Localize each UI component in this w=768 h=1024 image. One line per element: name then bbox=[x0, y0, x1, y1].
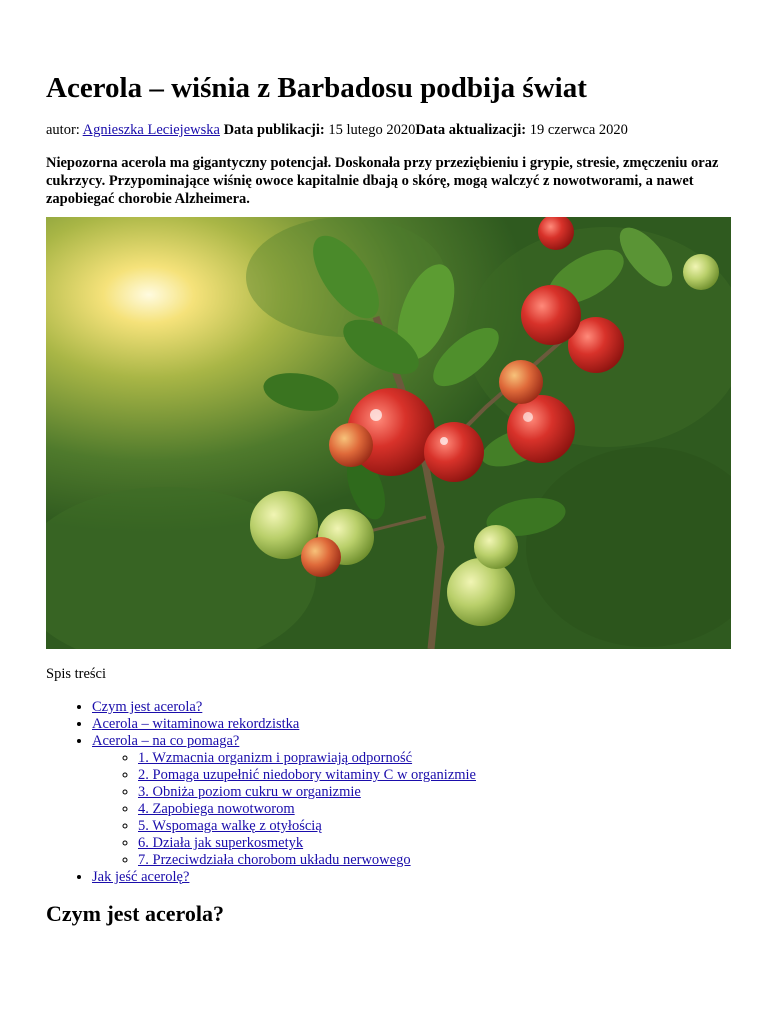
toc-sublink-1[interactable]: 1. Wzmacnia organizm i poprawiają odporność bbox=[138, 750, 413, 766]
toc-link-na-co-pomaga[interactable]: Acerola – na co pomaga? bbox=[92, 733, 240, 749]
toc-sublink-3[interactable]: 3. Obniża poziom cukru w organizmie bbox=[138, 784, 361, 800]
toc-subitem bbox=[138, 818, 722, 835]
toc-item bbox=[92, 869, 722, 886]
published-date: 15 lutego 2020 bbox=[324, 122, 416, 138]
toc-subitem bbox=[138, 801, 722, 818]
toc-sublink-2[interactable]: 2. Pomaga uzupełnić niedobory witaminy C w organizmie bbox=[138, 767, 476, 783]
table-of-contents bbox=[46, 699, 722, 886]
toc-subitem bbox=[138, 835, 722, 852]
toc-link-witaminowa-rekordzistka[interactable]: Acerola – witaminowa rekordzistka bbox=[92, 716, 300, 732]
toc-sublink-5[interactable]: 5. Wspomaga walkę z otyłością bbox=[138, 818, 322, 834]
toc-link-jak-jesc[interactable]: Jak jeść acerolę? bbox=[92, 869, 190, 885]
published-label: Data publikacji: bbox=[223, 122, 325, 138]
hero-image bbox=[46, 217, 731, 649]
article-title: Acerola – wiśnia z Barbadosu podbija świat bbox=[46, 72, 587, 104]
article-meta bbox=[46, 121, 722, 139]
toc-item bbox=[92, 699, 722, 716]
toc-sublist bbox=[92, 750, 722, 869]
updated-label: Data aktualizacji: bbox=[415, 122, 527, 138]
author-prefix: autor: bbox=[46, 122, 83, 138]
author-link[interactable]: Agnieszka Leciejewska bbox=[82, 122, 220, 138]
toc-subitem bbox=[138, 767, 722, 784]
toc-link-czym-jest-acerola[interactable]: Czym jest acerola? bbox=[92, 699, 203, 715]
toc-title: Spis treści bbox=[46, 666, 107, 682]
section-heading: Czym jest acerola? bbox=[46, 901, 224, 926]
toc-subitem bbox=[138, 750, 722, 767]
toc-sublink-6[interactable]: 6. Działa jak superkosmetyk bbox=[138, 835, 304, 851]
toc-subitem bbox=[138, 784, 722, 801]
toc-item bbox=[92, 716, 722, 733]
toc-subitem bbox=[138, 852, 722, 869]
updated-date: 19 czerwca 2020 bbox=[526, 122, 628, 138]
toc-item bbox=[92, 733, 722, 869]
article-lead: Niepozorna acerola ma gigantyczny potencjał. Doskonała przy przeziębieniu i grypie, stresie, zmęczeniu oraz cukrzycy. Przypominające wiśnię owoce kapitalnie dbają o skórę, mogą walczyć z nowotworami, a nawet zapobiegać chorobie Alzheimera. bbox=[46, 155, 719, 207]
toc-sublink-7[interactable]: 7. Przeciwdziała chorobom układu nerwowego bbox=[138, 852, 411, 868]
toc-sublink-4[interactable]: 4. Zapobiega nowotworom bbox=[138, 801, 295, 817]
